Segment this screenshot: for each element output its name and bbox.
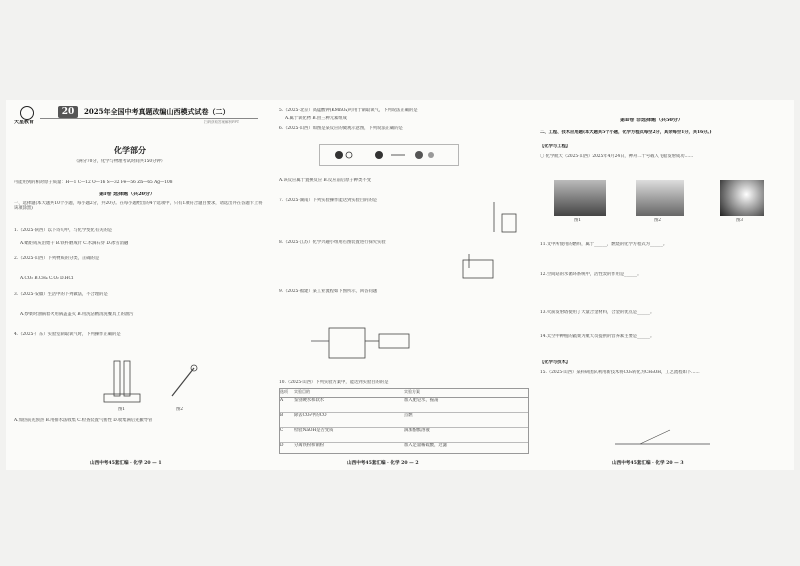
question-6-options: A.该反应属于置换反应 B.反应前后原子种类不变 [279,178,371,183]
question-12: 12.空间站的水循环系统中，活性炭的作用是______。 [540,272,642,277]
photo-2 [636,180,684,216]
question-10: 10.（2025·山西）下列实验方案中，能达到实验目的的是 [279,380,389,385]
table-cell: 鉴别硬水和软水 [294,398,325,403]
page-3-footer: 山西中考45套汇编 · 化学 20 — 3 [612,461,684,466]
table-cell: C [280,428,284,433]
table-cell: 加入肥皂水，振荡 [404,398,439,403]
figure-2-apparatus [164,362,204,402]
question-8: 8.（2025·江苏）化学兴趣小组用右图装置进行探究实验 [279,240,386,245]
figure-2-caption: 图2 [176,407,184,412]
table-cell: 加入足量稀硫酸，过滤 [404,443,447,448]
table-cell: A [280,398,284,403]
question-3: 3.（2025·安徽）生活中的下列做法，不合理的是 [14,292,108,297]
table-cell: 滴加酚酞溶液 [404,428,430,433]
question-8-apparatus [459,254,499,282]
page-1-footer: 山西中考45套汇编 · 化学 20 — 1 [90,461,162,466]
photo-2-caption: 图2 [654,218,662,223]
question-13: 13.火箭发射塔使用了大量合金材料，合金的优点是______。 [540,310,655,315]
page-2 [279,104,529,466]
table-cell: B [280,413,284,418]
question-1-options: A.蜡炬成灰泪始干 B.铁杵磨成针 C.水滴石穿 D.冰雪消融 [20,241,129,246]
photo-1 [554,180,606,216]
table-cell: 检验NaOH是否变质 [294,428,334,433]
qr-note: 扫码获取答案解析PPT [204,120,240,124]
page-2-footer: 山西中考45套汇编 · 化学 20 — 2 [347,461,419,466]
paper-number-badge: 20 [58,106,78,118]
table-cell: 分离铁粉和铜粉 [294,443,325,448]
table-cell: 除去CO₂中的CO [294,413,327,418]
figure-1-caption: 图1 [118,407,126,412]
photo-3-caption: 图3 [736,218,744,223]
subject-heading: 化学部分 [114,146,146,155]
question-5-options: A.属于氧化物 B.由三种元素组成 [285,116,347,121]
question-15: 15.（2025·山西）某科研团队利用新技术将CO₂转化为CH₃OH，工艺流程如下…… [540,370,700,375]
page-3 [540,104,790,466]
question-4-options: A.加热前先预热 B.用排水法收集 C.检查装置气密性 D.收集满后先撤导管 [14,418,153,423]
table-header-purpose: 实验目的 [294,389,310,394]
reaction-diagram [319,144,459,166]
section-2-heading: 第Ⅱ卷 非选择题（共50分） [620,118,683,123]
section-1-instructions: 一、选择题(本大题共10个小题，每小题2分，共20分。在每小题给出的4个选项中，只有1项符合题目要求，请选出并在答题卡上将该项涂黑) [14,201,263,212]
question-2-options: A.CO₂ B.CH₄ C.O₂ D.HCl [20,276,74,281]
process-flow-diagram [309,314,419,372]
section-1-heading: 第Ⅰ卷 选择题（共20分） [99,192,156,197]
question-6: 6.（2025·山西）如图是某反应的微观示意图，下列说法正确的是 [279,126,403,131]
subsection-engineering: 【化学与工程】 [540,144,571,149]
atomic-mass-note: 可能用到的相对原子质量：H—1 C—12 O—16 S—32 Fe—56 Zn—65 Ag—108 [14,180,173,185]
question-1: 1.（2025·陕西）以下诗句中，与化学变化有关的是 [14,228,113,233]
photo-1-caption: 图1 [574,218,582,223]
experiment-table [279,388,529,454]
brand-name: 天星教育 [14,120,35,125]
photo-3 [720,180,764,216]
paper-title: 2025年全国中考真题改编山西模式试卷（二） [84,107,230,116]
question-9: 9.（2025·福建）某工业流程如下图所示，回答问题 [279,289,378,294]
exam-meta: （满分70分，化学与物理考试时间共150分钟） [74,159,166,164]
question-11-intro: 〇 化学航天（2025·山西）2025年4月24日，神舟二十号载人飞船发射成功…… [540,154,694,159]
table-header-option: 选项 [280,389,288,394]
question-4: 4.（2025·广东）实验室制取氧气时，下列操作正确的是 [14,332,121,337]
figure-1-apparatus [94,356,154,406]
question-3-options: A.炒菜时油锅着火用锅盖盖灭 B.用洗洁精清洗餐具上的油污 [20,312,134,317]
question-2: 2.（2025·山西）下列物质的分类，正确的是 [14,256,100,261]
subsection-technology: 【化学与技术】 [540,360,571,365]
table-header-method: 实验方案 [404,389,420,394]
question-7: 7.（2025·湖南）下列实验操作能达到实验目的的是 [279,198,378,203]
section-2-instructions: 二、工程、技术应用题(本大题共5个小题，化学方程式每空2分，其余每空1分，共16分。) [540,130,712,135]
question-11: 11.文中所使用的燃料，属于______，燃烧的化学方程式为______。 [540,242,668,247]
page-1 [14,104,264,466]
question-5: 5.（2025·北京）高锰酸钾(KMnO₄)可用于制取氧气，下列说法正确的是 [279,108,418,113]
table-cell: D [280,443,284,448]
title-rule [40,118,258,119]
brand-logo [20,106,34,120]
question-14: 14.太空中种植的蔬菜为航天员提供的营养素主要是______。 [540,334,655,339]
question-15-diagram [610,426,720,450]
table-cell: 点燃 [404,413,413,418]
question-7-apparatus [484,200,524,236]
